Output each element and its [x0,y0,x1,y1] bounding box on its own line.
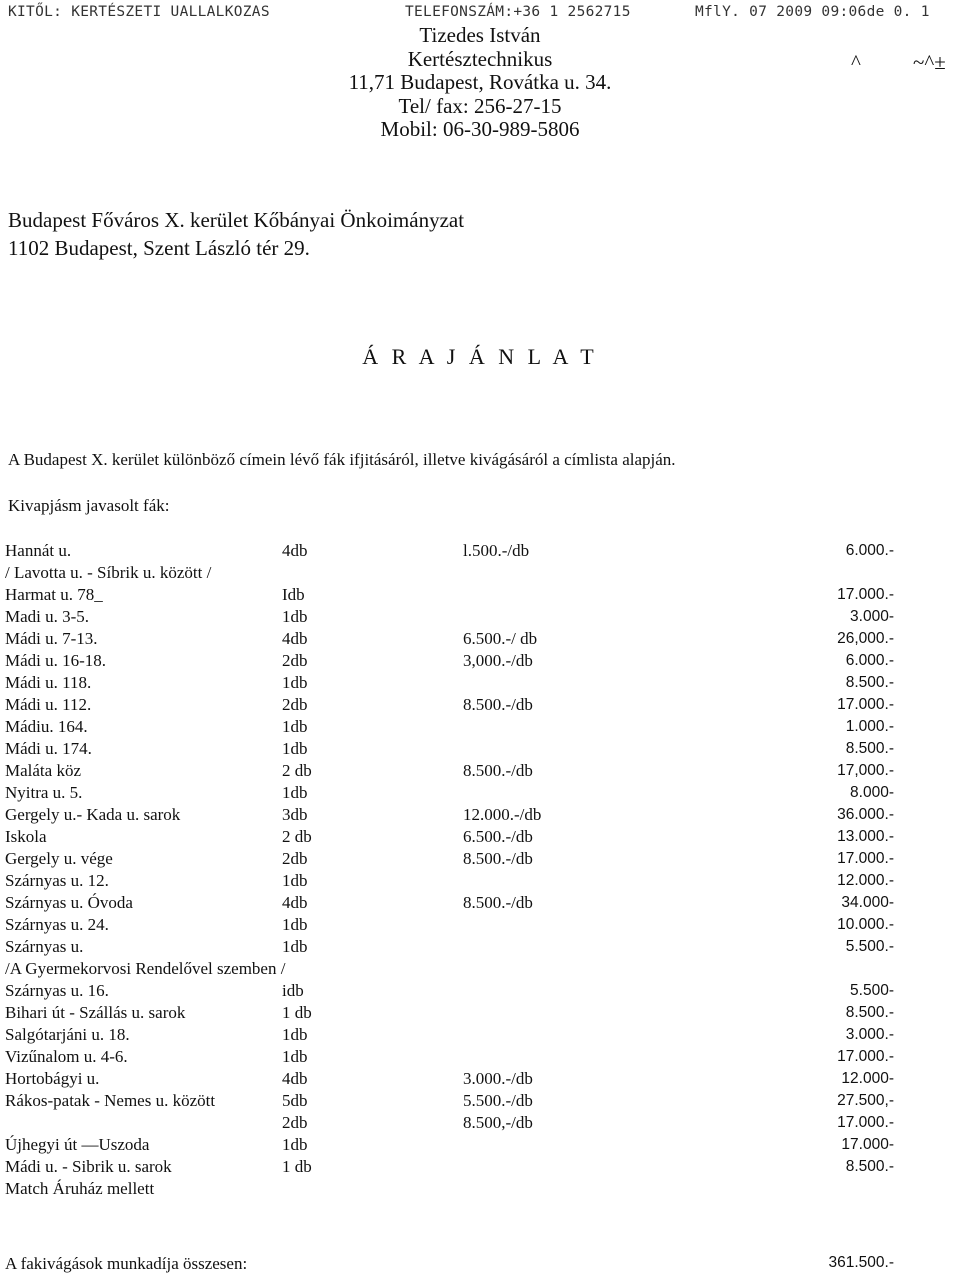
sender-profession: Kertésztechnikus [407,46,553,71]
row-quantity: 2db [282,1113,308,1132]
row-location: Rákos-patak - Nemes u. között [5,1091,216,1110]
row-quantity: 1db [282,937,308,956]
row-location: Mádi u. 16-18. [5,651,107,670]
row-location: Mádiu. 164. [5,717,88,736]
row-quantity: 2db [282,849,308,868]
row-unit-price: 8.500.-/db [463,695,533,714]
table-row [0,804,960,826]
table-row [0,606,960,628]
row-quantity: 1db [282,915,308,934]
row-location: Hortobágyi u. [5,1069,100,1088]
caret-mark: ^ [851,50,861,74]
row-location: Szárnyas u. 24. [5,915,109,934]
table-row [0,1024,960,1046]
row-unit-price: 8.500.-/db [463,849,533,868]
row-total: 5.500- [850,982,894,999]
row-quantity: 1db [282,673,308,692]
table-row [0,936,960,958]
table-row [0,848,960,870]
row-total: 10.000.- [837,916,894,933]
row-quantity: 1 db [282,1003,312,1022]
sender-block [260,24,700,142]
row-quantity: 2db [282,651,308,670]
row-location: Mádi u. - Sibrik u. sarok [5,1157,172,1176]
row-location: Madi u. 3-5. [5,607,90,626]
row-location: Mádi u. 7-13. [5,629,98,648]
row-location: Szárnyas u. 16. [5,981,109,1000]
table-row [0,628,960,650]
row-location: Salgótarjáni u. 18. [5,1025,130,1044]
row-total: 8.500.- [845,1004,894,1021]
row-total: 17,000.- [837,762,894,779]
quote-table [0,540,960,1200]
table-row [0,1178,960,1200]
row-location: / Lavotta u. - Síbrik u. között / [5,563,212,582]
row-unit-price: 8.500.-/db [463,761,533,780]
summary-label: A fakivágások munkadíja összesen: [5,1254,248,1273]
row-unit-price: 6.500.-/ db [463,629,538,648]
row-quantity: 2 db [282,761,312,780]
row-location: Gergely u. vége [5,849,113,868]
table-row [0,782,960,804]
row-quantity: 4db [282,629,308,648]
fax-phone: TELEFONSZÁM:+36 1 2562715 [405,4,631,20]
row-location: Mádi u. 118. [5,673,92,692]
row-location: Vizűnalom u. 4-6. [5,1047,128,1066]
row-total: 5.500.- [845,938,894,955]
table-row [0,584,960,606]
table-row [0,694,960,716]
row-total: 12.000.- [837,872,894,889]
table-row [0,892,960,914]
fax-date: MflY. 07 2009 09:06de 0. 1 [695,4,930,20]
row-unit-price: 8.500,-/db [463,1113,533,1132]
row-location: Szárnyas u. 12. [5,871,109,890]
row-quantity: 2 db [282,827,312,846]
row-location: Szárnyas u. Óvoda [5,893,133,912]
table-row [0,716,960,738]
scribble-mark: ~^± [913,50,946,74]
table-row [0,540,960,562]
row-quantity: 1 db [282,1157,312,1176]
row-unit-price: 6.500.-/db [463,827,533,846]
summary-total: 361.500.- [828,1254,894,1271]
row-unit-price: 3,000.-/db [463,651,533,670]
row-total: 1.000.- [845,718,894,735]
row-location: Bihari út - Szállás u. sarok [5,1003,186,1022]
row-total: 17.000.- [837,1114,894,1131]
table-row [0,1134,960,1156]
sender-mobile: Mobil: 06-30-989-5806 [380,117,580,141]
row-quantity: 1db [282,783,308,802]
proposed-trees-label: Kivapjásm javasolt fák: [8,496,170,515]
row-total: 12.000- [841,1070,894,1087]
row-location: Szárnyas u. [5,937,84,956]
row-unit-price: 5.500.-/db [463,1091,533,1110]
table-row [0,1090,960,1112]
row-quantity: 4db [282,893,308,912]
row-quantity: 5db [282,1091,308,1110]
table-row [0,1112,960,1134]
row-location: Maláta köz [5,761,81,780]
row-quantity: 1db [282,1047,308,1066]
row-location: Nyitra u. 5. [5,783,83,802]
table-row [0,650,960,672]
row-quantity: 2db [282,695,308,714]
row-location: Match Áruház mellett [5,1179,155,1198]
row-total: 34.000- [841,894,894,911]
table-row [0,980,960,1002]
row-total: 8.000- [850,784,894,801]
row-location: Újhegyi út —Uszoda [5,1135,150,1154]
table-row [0,958,960,980]
recipient-block [8,206,464,262]
row-quantity: idb [282,981,304,1000]
row-quantity: 4db [282,1069,308,1088]
row-total: 36.000.- [837,806,894,823]
row-total: 27.500,- [837,1092,894,1109]
fax-sender: KITŐL: KERTÉSZETI UALLALKOZAS [8,4,270,20]
recipient-name: Budapest Főváros X. kerület Kőbányai Önkoimányzat [8,208,465,232]
row-total: 17.000.- [837,850,894,867]
row-location: /A Gyermekorvosi Rendelővel szemben / [5,959,286,978]
row-quantity: 1db [282,739,308,758]
table-row [0,1002,960,1024]
row-location: Harmat u. 78_ [5,585,103,604]
row-quantity: 1db [282,1135,308,1154]
row-location: Mádi u. 112. [5,695,92,714]
sender-address: 11,71 Budapest, Rovátka u. 34. [348,70,612,94]
table-row [0,826,960,848]
row-total: 3.000.- [845,1026,894,1043]
row-quantity: 1db [282,1025,308,1044]
summary-row [0,1254,960,1276]
row-location: Hannát u. [5,541,72,560]
sender-phone: Tel/ fax: 256-27-15 [398,93,562,118]
row-total: 3.000- [850,608,894,625]
row-quantity: 1db [282,871,308,890]
document-title: Á R A J Á N L A T [362,344,598,369]
row-total: 8.500.- [845,674,894,691]
row-unit-price: 8.500.-/db [463,893,533,912]
row-unit-price: l.500.-/db [463,541,530,560]
row-total: 8.500.- [845,740,894,757]
recipient-address: 1102 Budapest, Szent László tér 29. [8,236,310,260]
sender-name: Tizedes István [419,23,541,47]
row-total: 26,000.- [837,630,894,647]
row-unit-price: 3.000.-/db [463,1069,533,1088]
row-quantity: 1db [282,607,308,626]
row-total: 6.000.- [845,542,894,559]
table-row [0,914,960,936]
row-total: 17.000.- [837,1048,894,1065]
row-total: 17.000.- [837,696,894,713]
row-quantity: 3db [282,805,308,824]
row-unit-price: 12.000.-/db [463,805,542,824]
table-row [0,870,960,892]
row-total: 6.000.- [845,652,894,669]
row-total: 17.000.- [837,586,894,603]
table-row [0,1046,960,1068]
intro-text: A Budapest X. kerület különböző címein lévő fák ifjitásáról, illetve kivágásáról a címlista alapján. [8,450,676,469]
row-quantity: Idb [282,585,305,604]
table-row [0,1156,960,1178]
fax-header [0,4,960,24]
table-row [0,672,960,694]
row-quantity: 1db [282,717,308,736]
table-row [0,1068,960,1090]
row-total: 17.000- [841,1136,894,1153]
row-quantity: 4db [282,541,308,560]
table-row [0,562,960,584]
row-location: Mádi u. 174. [5,739,92,758]
table-row [0,760,960,782]
row-location: Gergely u.- Kada u. sarok [5,805,181,824]
table-row [0,738,960,760]
row-location: Iskola [5,827,47,846]
row-total: 8.500.- [845,1158,894,1175]
row-total: 13.000.- [837,828,894,845]
